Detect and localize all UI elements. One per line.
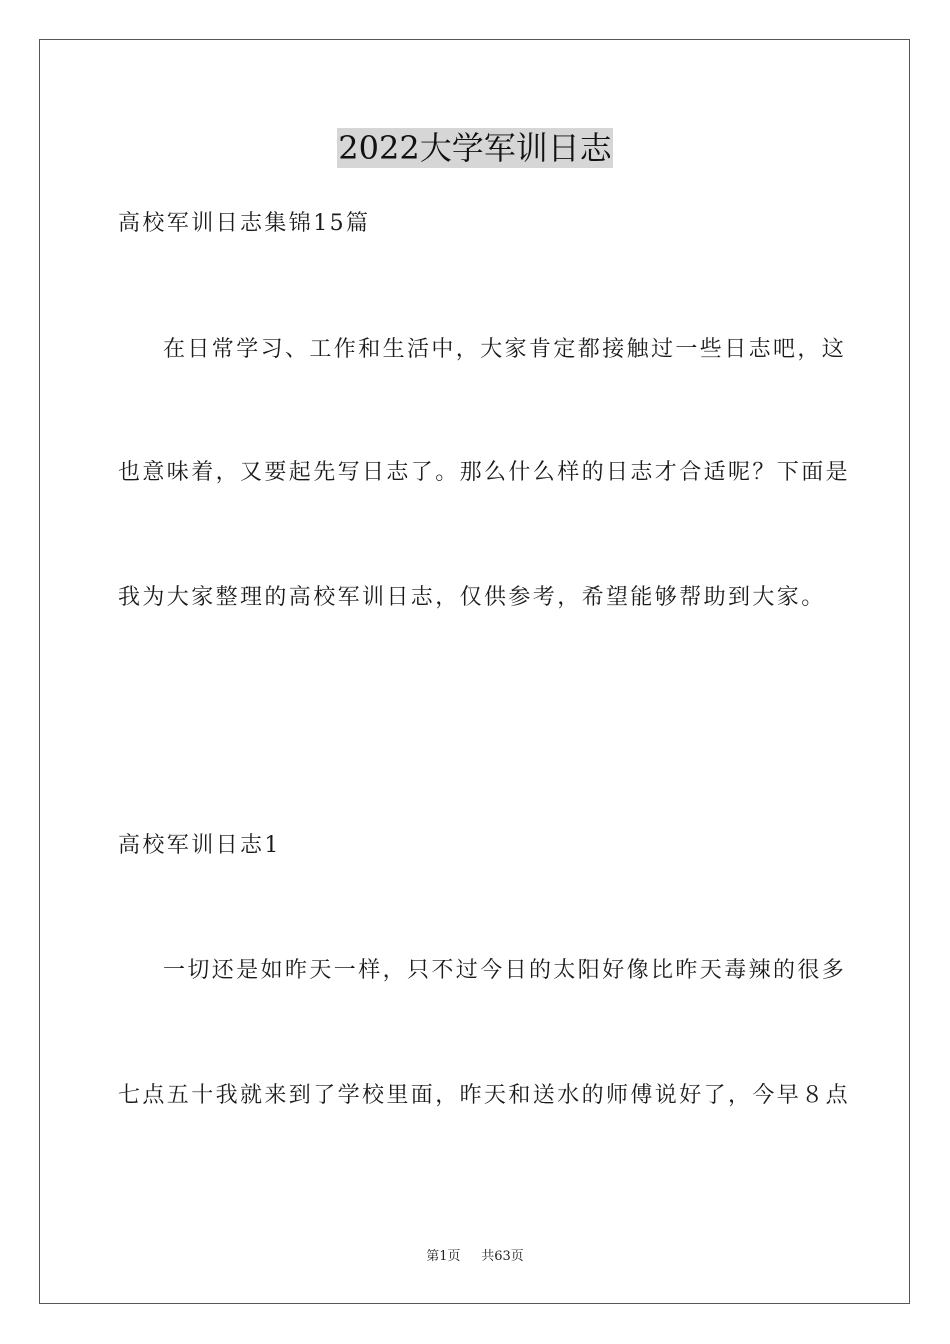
section-heading: 高校军训日志1 — [118, 833, 281, 858]
page-footer — [0, 1248, 950, 1266]
total-pages: 共63页 — [481, 1249, 524, 1264]
intro-line-3: 我为大家整理的高校军训日志，仅供参考，希望能够帮助到大家。 — [118, 585, 826, 610]
document-subtitle: 高校军训日志集锦15篇 — [118, 211, 371, 236]
intro-line-2: 也意味着，又要起先写日志了。那么什么样的日志才合适呢？下面是 — [118, 460, 851, 485]
page-number: 第1页 — [426, 1249, 461, 1264]
title-container — [0, 128, 950, 168]
section-line-1: 一切还是如昨天一样，只不过今日的太阳好像比昨天毒辣的很多 — [163, 958, 847, 983]
section-line-2: 七点五十我就来到了学校里面，昨天和送水的师傅说好了，今早８点 — [118, 1083, 851, 1108]
document-title: 2022大学军训日志 — [338, 129, 612, 167]
intro-line-1: 在日常学习、工作和生活中，大家肯定都接触过一些日志吧，这 — [163, 337, 847, 362]
